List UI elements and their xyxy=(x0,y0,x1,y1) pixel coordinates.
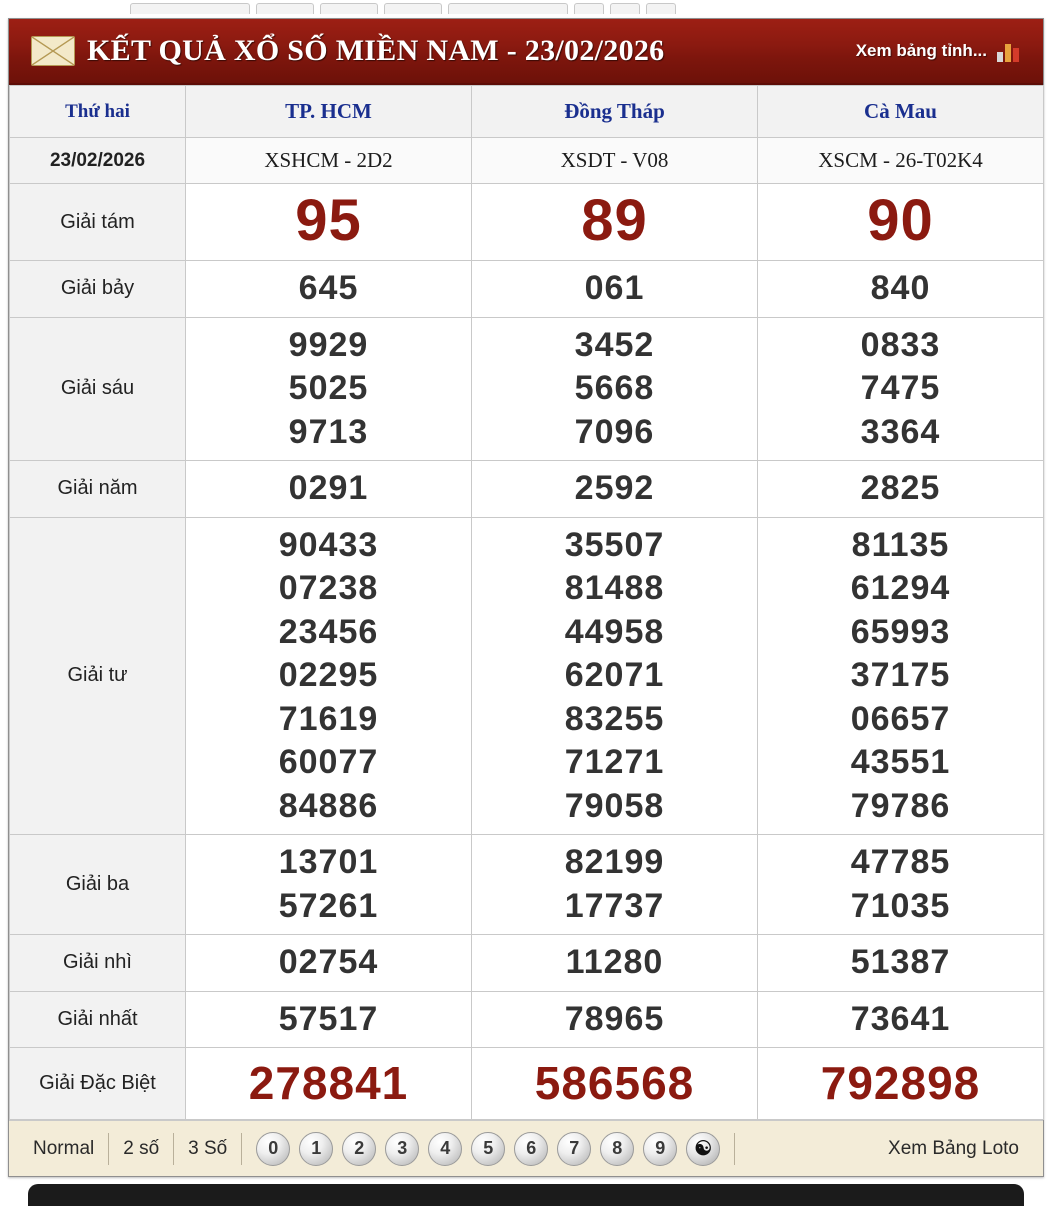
digit-ball-7[interactable]: 7 xyxy=(557,1132,591,1166)
weekday-label: Thứ hai xyxy=(10,86,186,138)
prize-values-0: 57517 xyxy=(186,991,472,1048)
tab-chip[interactable] xyxy=(130,3,250,14)
prize-label: Giải tám xyxy=(10,184,186,261)
prize-values-1: 586568 xyxy=(472,1048,758,1120)
prize-values-1: 3452 5668 7096 xyxy=(472,317,758,461)
prize-label: Giải tư xyxy=(10,517,186,835)
tab-chip[interactable] xyxy=(384,3,442,14)
prize-label: Giải sáu xyxy=(10,317,186,461)
digit-ball-8[interactable]: 8 xyxy=(600,1132,634,1166)
prize-row-giai-nhat xyxy=(10,991,1044,1048)
digit-ball-4[interactable]: 4 xyxy=(428,1132,462,1166)
prize-values-0: 90433 07238 23456 02295 71619 60077 84886 xyxy=(186,517,472,835)
page-title: KẾT QUẢ XỔ SỐ MIỀN NAM - 23/02/2026 xyxy=(87,34,665,67)
prize-label: Giải ba xyxy=(10,835,186,935)
prize-values-2: 47785 71035 xyxy=(758,835,1044,935)
prize-label: Giải năm xyxy=(10,461,186,518)
province-header-1: Đồng Tháp xyxy=(472,86,758,138)
digit-ball-1[interactable]: 1 xyxy=(299,1132,333,1166)
mail-icon xyxy=(31,36,75,66)
digit-ball-2[interactable]: 2 xyxy=(342,1132,376,1166)
footer-toolbar xyxy=(9,1120,1043,1176)
results-table xyxy=(9,85,1044,1120)
prize-values-0: 13701 57261 xyxy=(186,835,472,935)
province-header-row xyxy=(10,86,1044,138)
prize-values-2: 51387 xyxy=(758,935,1044,992)
ticket-code-row xyxy=(10,138,1044,184)
prize-values-1: 89 xyxy=(472,184,758,261)
prize-values-0: 02754 xyxy=(186,935,472,992)
province-header-0: TP. HCM xyxy=(186,86,472,138)
digit-filter-group xyxy=(242,1132,734,1166)
tab-chip[interactable] xyxy=(448,3,568,14)
prize-label: Giải nhì xyxy=(10,935,186,992)
bar-chart-icon[interactable] xyxy=(997,40,1019,62)
bottom-bar xyxy=(28,1184,1024,1206)
view-mode-3-digit-button[interactable]: 3 Số xyxy=(188,1137,228,1159)
prize-row-giai-tu xyxy=(10,517,1044,835)
digit-ball-9[interactable]: 9 xyxy=(643,1132,677,1166)
prize-values-2: 840 xyxy=(758,261,1044,318)
prize-values-1: 2592 xyxy=(472,461,758,518)
prize-values-2: 2825 xyxy=(758,461,1044,518)
prize-row-giai-sau xyxy=(10,317,1044,461)
prize-row-giai-nhi xyxy=(10,935,1044,992)
digit-ball-3[interactable]: 3 xyxy=(385,1132,419,1166)
tab-chip[interactable] xyxy=(320,3,378,14)
prize-row-giai-ba xyxy=(10,835,1044,935)
prize-label: Giải nhất xyxy=(10,991,186,1048)
header-actions xyxy=(856,40,1027,62)
prize-values-0: 95 xyxy=(186,184,472,261)
tab-chip[interactable] xyxy=(646,3,676,14)
prize-values-1: 82199 17737 xyxy=(472,835,758,935)
prize-values-1: 11280 xyxy=(472,935,758,992)
prize-label: Giải bảy xyxy=(10,261,186,318)
prize-values-0: 9929 5025 9713 xyxy=(186,317,472,461)
browser-tab-strip xyxy=(0,0,1052,14)
view-mode-normal-button[interactable]: Normal xyxy=(33,1137,95,1159)
ticket-code-2: XSCM - 26-T02K4 xyxy=(758,138,1044,184)
prize-label: Giải Đặc Biệt xyxy=(10,1048,186,1120)
lottery-result-card xyxy=(8,18,1044,1177)
view-loto-table-button[interactable]: Xem Bảng Loto xyxy=(888,1137,1019,1159)
prize-values-2: 0833 7475 3364 xyxy=(758,317,1044,461)
prize-values-1: 061 xyxy=(472,261,758,318)
province-header-2: Cà Mau xyxy=(758,86,1044,138)
tab-chip[interactable] xyxy=(610,3,640,14)
prize-row-giai-tam xyxy=(10,184,1044,261)
prize-values-2: 90 xyxy=(758,184,1044,261)
digit-ball-0[interactable]: 0 xyxy=(256,1132,290,1166)
date-label: 23/02/2026 xyxy=(10,138,186,184)
view-province-table-link[interactable]: Xem bảng tỉnh... xyxy=(855,41,987,60)
digit-ball-6[interactable]: 6 xyxy=(514,1132,548,1166)
prize-values-2: 73641 xyxy=(758,991,1044,1048)
yin-yang-icon[interactable]: ☯ xyxy=(686,1132,720,1166)
prize-values-1: 78965 xyxy=(472,991,758,1048)
prize-row-giai-nam xyxy=(10,461,1044,518)
tab-chip[interactable] xyxy=(256,3,314,14)
view-mode-2-digit-button[interactable]: 2 số xyxy=(123,1137,160,1159)
prize-row-giai-dac-biet xyxy=(10,1048,1044,1120)
ticket-code-0: XSHCM - 2D2 xyxy=(186,138,472,184)
card-header xyxy=(9,19,1043,85)
digit-ball-5[interactable]: 5 xyxy=(471,1132,505,1166)
prize-row-giai-bay xyxy=(10,261,1044,318)
tab-chip[interactable] xyxy=(574,3,604,14)
prize-values-2: 81135 61294 65993 37175 06657 43551 79786 xyxy=(758,517,1044,835)
prize-values-0: 0291 xyxy=(186,461,472,518)
ticket-code-1: XSDT - V08 xyxy=(472,138,758,184)
prize-values-2: 792898 xyxy=(758,1048,1044,1120)
prize-values-0: 278841 xyxy=(186,1048,472,1120)
prize-values-1: 35507 81488 44958 62071 83255 71271 79058 xyxy=(472,517,758,835)
divider xyxy=(734,1133,735,1165)
prize-values-0: 645 xyxy=(186,261,472,318)
